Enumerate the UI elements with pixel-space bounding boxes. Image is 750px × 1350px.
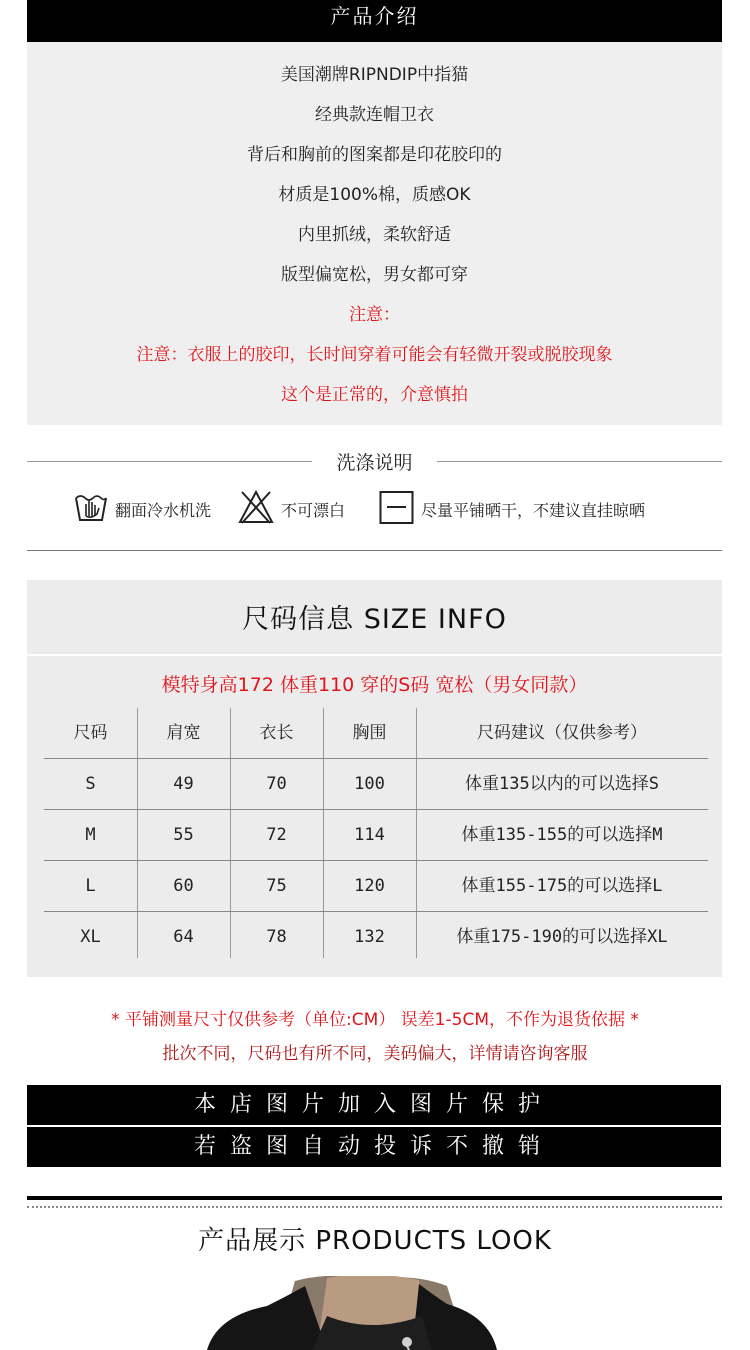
table-cell: XL: [80, 927, 101, 947]
table-header-cell: 衣长: [259, 723, 294, 743]
table-row: [44, 810, 708, 861]
table-row: [44, 912, 708, 962]
size-info-box: [27, 580, 722, 977]
wash-label: 不可漂白: [281, 500, 346, 520]
table-row: [44, 861, 708, 912]
flat-dry-icon: [379, 489, 415, 529]
notice-line: 注意：衣服上的胶印，长时间穿着可能会有轻微开裂或脱胶现象: [136, 345, 613, 365]
table-cell: 64: [173, 927, 194, 947]
table-header-row: [44, 708, 708, 759]
divider: [27, 654, 722, 656]
size-table: [44, 708, 708, 962]
table-header-cell: 肩宽: [166, 723, 201, 743]
intro-line: 版型偏宽松，男女都可穿: [281, 265, 468, 285]
table-cell: 55: [173, 825, 194, 845]
wash-item-no-bleach: [237, 488, 345, 530]
hand-wash-icon: [73, 490, 109, 528]
intro-header: 产品介绍: [27, 0, 722, 42]
no-bleach-icon: [237, 489, 275, 529]
model-note: 模特身高172 体重110 穿的S码 宽松（男女同款）: [161, 674, 588, 696]
table-cell: 132: [354, 927, 385, 947]
washing-section-title: [27, 446, 722, 476]
notice-title: 注意：: [349, 305, 400, 325]
divider: [27, 550, 722, 551]
intro-line: 内里抓绒，柔软舒适: [298, 225, 451, 245]
dotted-divider: [27, 1206, 722, 1208]
size-info-title: 尺码信息 SIZE INFO: [242, 604, 507, 635]
washing-title: 洗涤说明: [324, 452, 424, 474]
table-cell: L: [85, 876, 96, 896]
intro-box: [27, 42, 722, 425]
anti-theft-banner: 若盗图自动投诉不撤销: [27, 1127, 721, 1167]
notice-line: 这个是正常的，介意慎拍: [281, 385, 468, 405]
table-cell: 75: [266, 876, 287, 896]
table-cell: 72: [266, 825, 287, 845]
intro-line: 经典款连帽卫衣: [315, 105, 434, 125]
table-row: [44, 759, 708, 810]
table-cell: 体重135-155的可以选择M: [461, 825, 663, 845]
divider: [27, 1196, 722, 1200]
table-cell: 120: [354, 876, 385, 896]
table-cell: 100: [354, 774, 385, 794]
washing-items: [0, 488, 750, 530]
wash-item-hand-wash: [73, 488, 211, 530]
batch-note: 批次不同，尺码也有所不同，美码偏大，详情请咨询客服: [162, 1044, 588, 1064]
table-cell: 体重175-190的可以选择XL: [456, 927, 668, 947]
wash-item-flat-dry: [379, 488, 645, 530]
intro-line: 材质是100%棉，质感OK: [278, 185, 471, 205]
table-cell: 49: [173, 774, 194, 794]
table-cell: 体重155-175的可以选择L: [461, 876, 663, 896]
measurement-note: * 平铺测量尺寸仅供参考（单位:CM） 误差1-5CM，不作为退货依据 *: [111, 1010, 639, 1030]
table-cell: 78: [266, 927, 287, 947]
showcase-title: 产品展示 PRODUCTS LOOK: [198, 1226, 552, 1256]
wash-label: 翻面冷水机洗: [115, 500, 212, 520]
table-header-cell: 尺码建议（仅供参考）: [477, 723, 647, 743]
table-header-cell: 胸围: [352, 723, 387, 743]
table-cell: 体重135以内的可以选择S: [465, 774, 659, 794]
table-cell: 70: [266, 774, 287, 794]
intro-line: 背后和胸前的图案都是印花胶印的: [247, 145, 502, 165]
image-protection-banner: 本店图片加入图片保护: [27, 1085, 721, 1125]
table-cell: 114: [354, 825, 385, 845]
product-photo: [27, 1276, 722, 1350]
intro-line: 美国潮牌RIPNDIP中指猫: [280, 65, 469, 85]
table-cell: M: [85, 825, 96, 845]
wash-label: 尽量平铺晒干，不建议直挂晾晒: [421, 500, 646, 520]
table-cell: 60: [173, 876, 194, 896]
table-header-cell: 尺码: [73, 723, 108, 743]
table-cell: S: [85, 774, 96, 794]
